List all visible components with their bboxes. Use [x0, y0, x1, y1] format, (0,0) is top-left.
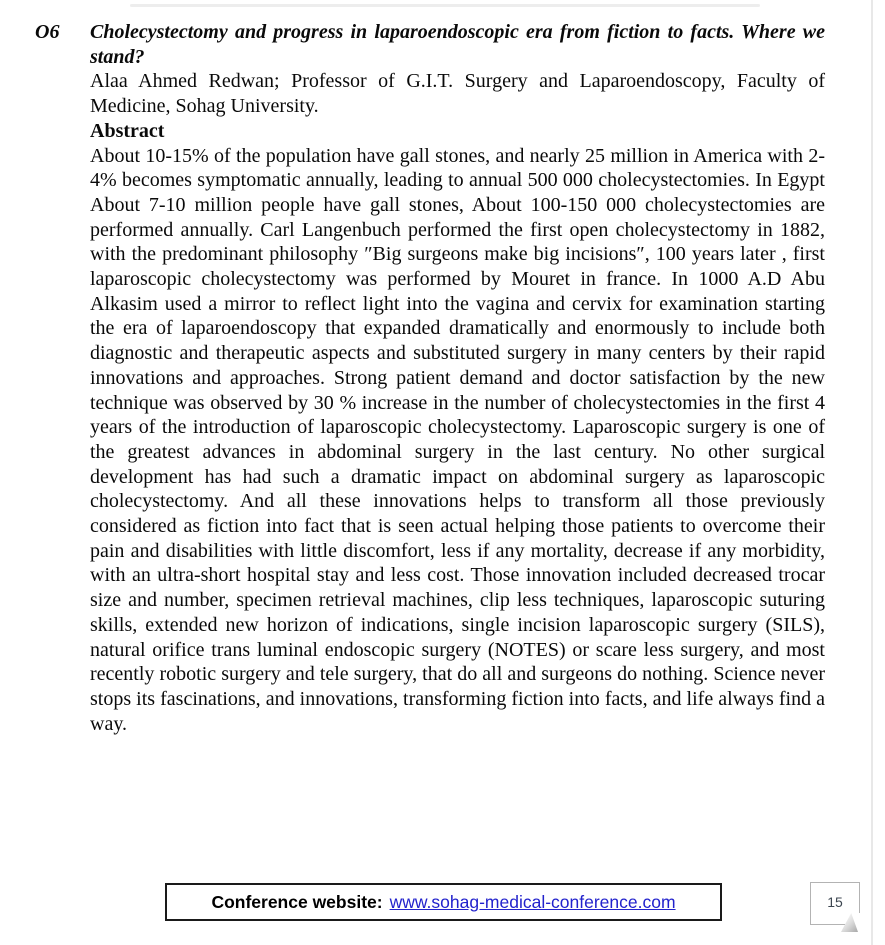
- conference-website-box: [165, 883, 722, 921]
- abstract-heading: Abstract: [90, 119, 165, 142]
- page-number-badge: [810, 882, 860, 925]
- abstract-number: O6: [35, 21, 60, 43]
- conference-website-link[interactable]: www.sohag-medical-conference.com: [389, 891, 676, 912]
- abstract-text: About 10-15% of the population have gall stones, and nearly 25 million in America with 2-4% becomes symptomatic annually, leading to annual 500 000 cholecystectomies. In Egypt About 7-10 million people have gall stones, About 100-150 000 cholecystectomies are performed annually. Carl Langenbuch performed the first open cholecystectomy in 1882, with the predominant philosophy ″Big surgeons make big incisions″, 100 years later , first laparoscopic cholecystectomy was performed by Mouret in france. In 1000 A.D Abu Alkasim used a mirror to reflect light into the vagina and cervix for examination starting the era of laparoendoscopy that expanded dramatically and enormously to include both diagnostic and therapeutic aspects and substituted surgery in many centers by their rapid innovations and approaches. Strong patient demand and doctor satisfaction by the new technique was observed by 30 % increase in the number of cholecystectomies in the first 4 years of the introduction of laparoscopic cholecystectomy. Laparoscopic surgery is one of the greatest advances in abdominal surgery in the last century. No other surgical development has had such a dramatic impact on abdominal surgery as laparoscopic cholecystectomy. And all these innovations helps to transform all those previously considered as fiction into fact that is seen actual helping those patients to overcome their pain and disabilities with little discomfort, less if any mortality, decrease if any morbidity, with an ultra-short hospital stay and less cost. Those innovation included decreased trocar size and number, specimen retrieval machines, clip less techniques, laparoscopic suturing skills, extended new horizon of indications, single incision laparoscopic surgery (SILS), natural orifice trans luminal endoscopic surgery (NOTES) or scare less surgery, and most recently robotic surgery and tele surgery, that do all and surgeons do nothing. Science never stops its fascinations, and innovations, transforming fiction into facts, and life always find a way.: [90, 144, 825, 735]
- abstract-entry-body: [90, 20, 825, 736]
- author-affiliation: Alaa Ahmed Redwan; Professor of G.I.T. Surgery and Laparoendoscopy, Faculty of Medicine, Sohag University.: [90, 70, 825, 118]
- scan-artifact-right: [871, 0, 873, 945]
- abstract-entry: [35, 20, 825, 736]
- page-number: 15: [827, 893, 843, 910]
- scan-artifact-top: [130, 4, 760, 7]
- website-label: Conference website:: [211, 891, 383, 912]
- paper-title: Cholecystectomy and progress in laparoendoscopic era from fiction to facts. Where we stand?: [90, 21, 825, 68]
